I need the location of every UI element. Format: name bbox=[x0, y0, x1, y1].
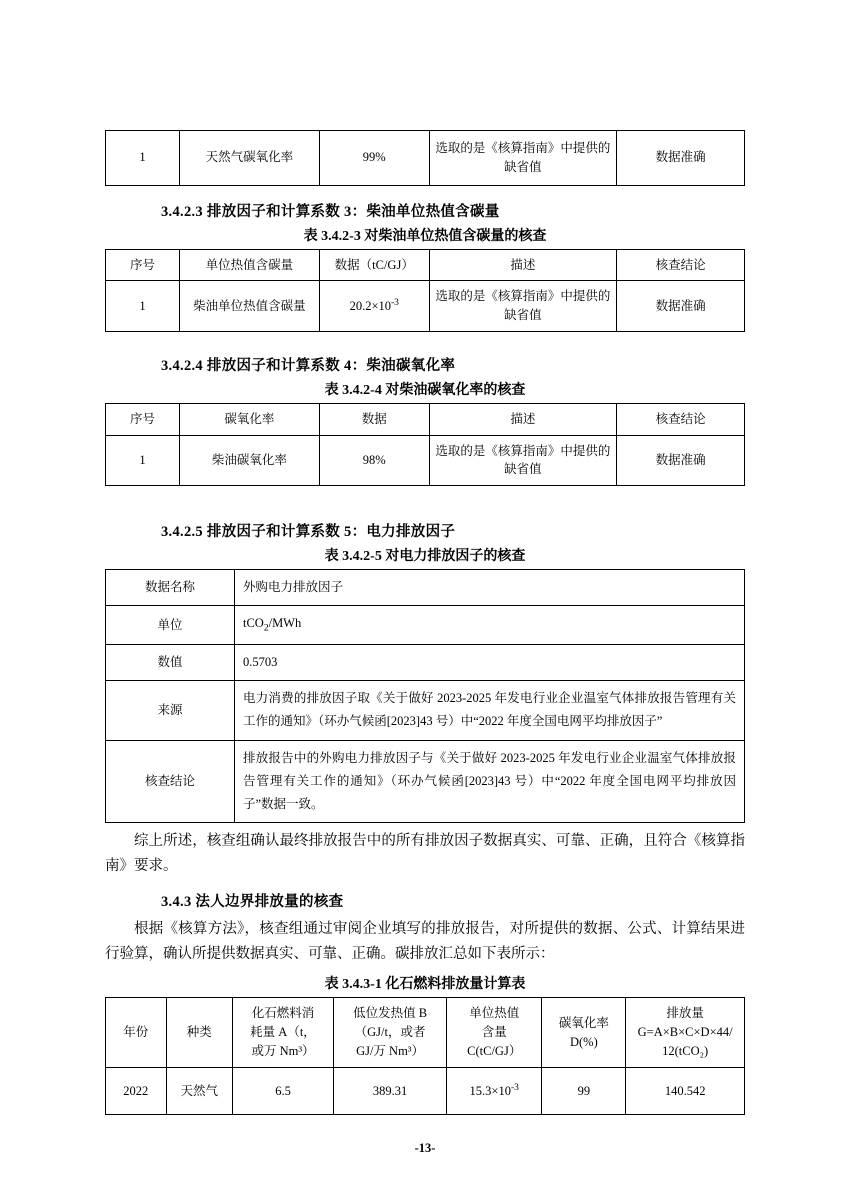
table-row bbox=[106, 131, 745, 186]
cell-value-base: 20.2×10 bbox=[349, 299, 391, 314]
col-lower-heating-value bbox=[334, 998, 447, 1067]
cell-value bbox=[319, 281, 429, 332]
cell-kind: 天然气 bbox=[166, 1067, 232, 1115]
cell-name: 柴油碳氧化率 bbox=[180, 435, 320, 486]
cell-conclusion: 数据准确 bbox=[617, 435, 745, 486]
cell-carbon-content-base: 15.3×10 bbox=[469, 1084, 511, 1099]
caption-table-3-4-2-3: 表 3.4.2-3 对柴油单位热值含碳量的核查 bbox=[303, 228, 547, 244]
cell-no: 1 bbox=[106, 131, 180, 186]
heading-3-4-2-4: 3.4.2.4 排放因子和计算系数 4：柴油碳氧化率 bbox=[161, 357, 456, 374]
table-header-row bbox=[106, 998, 745, 1067]
cell-description: 选取的是《核算指南》中提供的缺省值 bbox=[429, 131, 616, 186]
table-row bbox=[106, 570, 745, 606]
paragraph-3-4-3: 根据《核算方法》，核查组通过审阅企业填写的排放报告，对所提供的数据、公式、计算结果进行验算，确认所提供数据真实、可靠、正确。碳排放汇总如下表所示： bbox=[105, 920, 745, 963]
cell-lower-heating-value: 389.31 bbox=[334, 1067, 447, 1115]
table-row bbox=[106, 606, 745, 645]
col-emissions-l1: 排放量 bbox=[666, 1006, 704, 1021]
cell-year: 2022 bbox=[106, 1067, 167, 1115]
unit-suffix: /MWh bbox=[268, 616, 302, 631]
cell-fuel-consumption: 6.5 bbox=[232, 1067, 333, 1115]
cell-value: 99% bbox=[319, 131, 429, 186]
col-carbon-content-l1: 单位热值 bbox=[469, 1006, 520, 1021]
col-fuel-consumption-l3: 或万 Nm³） bbox=[251, 1043, 315, 1058]
paragraph-summary: 综上所述，核查组确认最终排放报告中的所有排放因子数据真实、可靠、正确，且符合《核算指南》要求。 bbox=[105, 832, 745, 875]
cell-value-exponent: -3 bbox=[391, 298, 399, 309]
table-row bbox=[106, 281, 745, 332]
row-value-unit bbox=[235, 606, 745, 645]
table-header-row bbox=[106, 249, 745, 281]
col-conclusion: 核查结论 bbox=[617, 403, 745, 435]
row-value-data-name: 外购电力排放因子 bbox=[235, 570, 745, 606]
table-row bbox=[106, 740, 745, 822]
col-carbon-content bbox=[447, 998, 542, 1067]
row-label-value: 数值 bbox=[106, 645, 235, 681]
caption-table-3-4-2-5: 表 3.4.2-5 对电力排放因子的核查 bbox=[324, 549, 526, 564]
col-fuel-consumption-l1: 化石燃料消 bbox=[251, 1006, 315, 1021]
col-no: 序号 bbox=[106, 403, 180, 435]
col-kind: 种类 bbox=[166, 998, 232, 1067]
col-emissions bbox=[626, 998, 745, 1067]
table-diesel-carbon-content bbox=[105, 249, 745, 332]
col-carbon-content-l3: C(tC/GJ） bbox=[467, 1043, 522, 1058]
cell-conclusion: 数据准确 bbox=[617, 281, 745, 332]
table-natural-gas-oxidation-rate bbox=[105, 130, 745, 186]
col-lower-heating-value-l1: 低位发热值 B bbox=[353, 1006, 428, 1021]
col-oxidation-rate-l1: 碳氧化率 bbox=[558, 1015, 609, 1030]
col-oxidation-rate-l2: D(%) bbox=[569, 1034, 598, 1049]
cell-description: 选取的是《核算指南》中提供的缺省值 bbox=[429, 435, 616, 486]
cell-description: 选取的是《核算指南》中提供的缺省值 bbox=[429, 281, 616, 332]
heading-3-4-2-5: 3.4.2.5 排放因子和计算系数 5：电力排放因子 bbox=[161, 524, 456, 540]
row-label-source: 来源 bbox=[106, 681, 235, 740]
col-carbon-content-l2: 含量 bbox=[481, 1025, 507, 1040]
table-row bbox=[106, 1067, 745, 1115]
col-conclusion: 核查结论 bbox=[617, 249, 745, 281]
table-row bbox=[106, 681, 745, 740]
unit-prefix: tCO bbox=[243, 616, 264, 631]
cell-carbon-content bbox=[447, 1067, 542, 1115]
col-oxidation-rate bbox=[542, 998, 626, 1067]
row-value-value: 0.5703 bbox=[235, 645, 745, 681]
col-no: 序号 bbox=[106, 249, 180, 281]
row-value-source: 电力消费的排放因子取《关于做好 2023-2025 年发电行业企业温室气体排放报告管理有关工作的通知》（环办气候函[2023]43 号）中“2022 年度全国电网平均排放因子” bbox=[235, 681, 745, 740]
cell-name: 天然气碳氧化率 bbox=[180, 131, 320, 186]
col-description: 描述 bbox=[429, 249, 616, 281]
cell-no: 1 bbox=[106, 281, 180, 332]
row-label-data-name: 数据名称 bbox=[106, 570, 235, 606]
heading-3-4-2-3: 3.4.2.3 排放因子和计算系数 3：柴油单位热值含碳量 bbox=[161, 203, 500, 220]
heading-3-4-3: 3.4.3 法人边界排放量的核查 bbox=[161, 893, 344, 910]
table-row bbox=[106, 435, 745, 486]
cell-emissions: 140.542 bbox=[626, 1067, 745, 1115]
col-lower-heating-value-l2: （GJ/t，或者 bbox=[354, 1025, 426, 1040]
row-label-unit: 单位 bbox=[106, 606, 235, 645]
caption-table-3-4-3-1: 表 3.4.3-1 化石燃料排放量计算表 bbox=[324, 977, 526, 993]
col-name: 单位热值含碳量 bbox=[180, 249, 320, 281]
col-emissions-l2: G=A×B×C×D×44/ bbox=[637, 1025, 733, 1040]
table-row bbox=[106, 645, 745, 681]
col-name: 碳氧化率 bbox=[180, 403, 320, 435]
unit-subscript: 2 bbox=[263, 623, 269, 634]
col-emissions-l3: 12(tCO₂) bbox=[662, 1043, 709, 1058]
cell-oxidation-rate: 99 bbox=[542, 1067, 626, 1115]
col-value: 数据（tC/GJ） bbox=[319, 249, 429, 281]
col-lower-heating-value-l3: GJ/万 Nm³） bbox=[356, 1043, 425, 1058]
col-fuel-consumption bbox=[232, 998, 333, 1067]
col-year: 年份 bbox=[106, 998, 167, 1067]
caption-table-3-4-2-4: 表 3.4.2-4 对柴油碳氧化率的核查 bbox=[324, 382, 526, 398]
cell-value: 98% bbox=[319, 435, 429, 486]
row-value-conclusion: 排放报告中的外购电力排放因子与《关于做好 2023-2025 年发电行业企业温室气体排放报告管理有关工作的通知》（环办气候函[2023]43 号）中“2022 年度全国电网平均排放因子”数据一致。 bbox=[235, 740, 745, 822]
cell-name: 柴油单位热值含碳量 bbox=[180, 281, 320, 332]
col-description: 描述 bbox=[429, 403, 616, 435]
table-diesel-oxidation-rate bbox=[105, 403, 745, 486]
table-electricity-emission-factor bbox=[105, 569, 745, 823]
row-label-conclusion: 核查结论 bbox=[106, 740, 235, 822]
cell-no: 1 bbox=[106, 435, 180, 486]
col-fuel-consumption-l2: 耗量 A（t， bbox=[250, 1025, 316, 1040]
page-number: -13- bbox=[414, 1141, 436, 1155]
table-header-row bbox=[106, 403, 745, 435]
cell-conclusion: 数据准确 bbox=[617, 131, 745, 186]
cell-carbon-content-exponent: -3 bbox=[510, 1083, 519, 1094]
table-fossil-fuel-emissions bbox=[105, 997, 745, 1115]
col-value: 数据 bbox=[319, 403, 429, 435]
